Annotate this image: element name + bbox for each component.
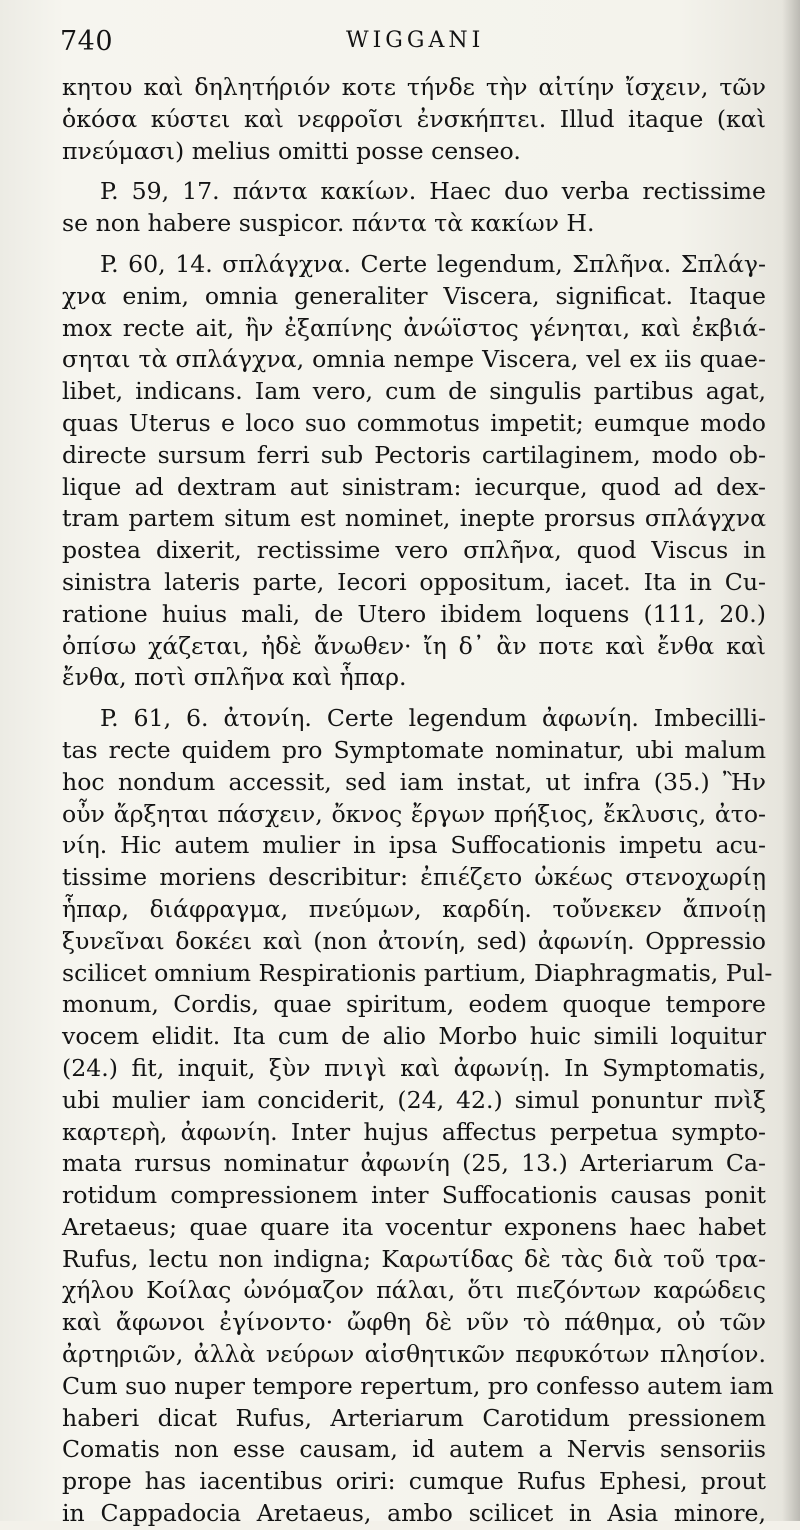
text-line: hoc nondum accessit, sed iam instat, ut infra (35.) Ἢν [62, 767, 766, 796]
text-line: πνεύμασι) melius omitti posse censeo. [62, 136, 521, 165]
text-line: Cum suo nuper tempore repertum, pro confesso autem iam [62, 1371, 774, 1400]
text-line: lique ad dextram aut sinistram: iecurque, quod ad dex- [62, 472, 766, 501]
text-line: οὖν ἄρξηται πάσχειν, ὄκνος ἔργων πρήξιος, ἔκλυσις, ἀτο- [62, 799, 766, 828]
text-line: libet, indicans. Iam vero, cum de singulis partibus agat, [62, 377, 766, 406]
text-line: vocem elidit. Ita cum de alio Morbo huic simili loquitur [62, 1022, 766, 1051]
text-line: ὀπίσω χάζεται, ἠδὲ ἄνωθεν· ἴη δ᾽ ἂν ποτε καὶ ἔνθα καὶ [62, 631, 766, 660]
text-line: prope has iacentibus oriri: cumque Rufus Ephesi, prout [62, 1467, 766, 1496]
text-line: (24.) fit, inquit, ξὺν πνιγὶ καὶ ἀφωνίῃ. In Symptomatis, [62, 1053, 766, 1082]
text-line: ξυνεῖναι δοκέει καὶ (non ἀτονίη, sed) ἀφωνίη. Oppressio [62, 926, 766, 955]
text-line: mata rursus nominatur ἀφωνίη (25, 13.) Arteriarum Ca- [62, 1149, 766, 1178]
text-line: χνα enim, omnia generaliter Viscera, significat. Itaque [62, 281, 766, 310]
page-header [56, 18, 766, 58]
text-line: χήλου Κοίλας ὠνόμαζον πάλαι, ὅτι πιεζόντων καρώδεις [62, 1276, 766, 1305]
text-line: ratione huius mali, de Utero ibidem loquens (111, 20.) [62, 599, 766, 628]
text-line: Rufus, lectu non indigna; Καρωτίδας δὲ τὰς διὰ τοῦ τρα- [62, 1244, 766, 1273]
paragraph-gap [62, 240, 766, 249]
text-line: ἧπαρ, διάφραγμα, πνεύμων, καρδίη. τοὔνεκεν ἄπνοίῃ [62, 894, 766, 923]
text-line: Comatis non esse causam, id autem a Nervis sensoriis [62, 1435, 766, 1464]
paragraph-gap [62, 694, 766, 703]
text-line: P. 61, 6. ἀτονίη. Certe legendum ἀφωνίη. Imbecilli- [100, 704, 766, 733]
text-line: quas Uterus e loco suo commotus impetit; eumque modo [62, 408, 766, 437]
text-line: haberi dicat Rufus, Arteriarum Carotidum pressionem [62, 1403, 766, 1432]
paragraph-gap [62, 167, 766, 176]
text-line: σηται τὰ σπλάγχνα, omnia nempe Viscera, vel ex iis quae- [62, 345, 766, 374]
text-line: se non habere suspicor. πάντα τὰ κακίων H. [62, 209, 595, 238]
text-line: monum, Cordis, quae spiritum, eodem quoque tempore [62, 990, 766, 1019]
text-line: καὶ ἄφωνοι ἐγίνοντο· ὤφθη δὲ νῦν τὸ πάθημα, οὐ τῶν [62, 1308, 766, 1337]
text-line: tissime moriens describitur: ἐπιέζετο ὠκέως στενοχωρίῃ [62, 863, 766, 892]
text-line: νίη. Hic autem mulier in ipsa Suffocationis impetu acu- [62, 831, 766, 860]
text-line: καρτερὴ, ἀφωνίη. Inter hujus affectus perpetua sympto- [62, 1117, 766, 1146]
text-line: postea dixerit, rectissime vero σπλῆνα, quod Viscus in [62, 536, 766, 565]
text-line: tas recte quidem pro Symptomate nominatur, ubi malum [62, 735, 766, 764]
text-line: tram partem situm est nominet, inepte prorsus σπλάγχνα [62, 504, 766, 533]
text-line: ἀρτηριῶν, ἀλλὰ νεύρων αἰσθητικῶν πεφυκότων πλησίον. [62, 1340, 766, 1369]
text-line: ἔνθα, ποτὶ σπλῆνα καὶ ἧπαρ. [62, 663, 407, 692]
page-edge-shadow [782, 0, 800, 1521]
text-line: in Cappadocia Aretaeus, ambo scilicet in Asia minore, [62, 1499, 766, 1528]
text-line: sinistra lateris parte, Iecori oppositum, iacet. Ita in Cu- [62, 567, 766, 596]
text-line: scilicet omnium Respirationis partium, Diaphragmatis, Pul- [62, 958, 773, 987]
text-line: ubi mulier iam conciderit, (24, 42.) simul ponuntur πνὶξ [62, 1085, 766, 1114]
text-line: P. 59, 17. πάντα κακίων. Haec duo verba rectissime [100, 177, 766, 206]
text-body [62, 72, 774, 1530]
text-line: ὁκόσα κύστει καὶ νεφροῖσι ἐνσκήπτει. Illud itaque (καὶ [62, 104, 766, 133]
text-line: P. 60, 14. σπλάγχνα. Certe legendum, Σπλῆνα. Σπλάγ- [100, 249, 766, 278]
text-line: κητου καὶ δηλητήριόν κοτε τήνδε τὴν αἰτίην ἴσχειν, τῶν [62, 73, 766, 101]
text-line: rotidum compressionem inter Suffocationis causas ponit [62, 1181, 766, 1210]
text-line: directe sursum ferri sub Pectoris cartilaginem, modo ob- [62, 440, 766, 469]
page-number: 740 [60, 26, 114, 57]
text-line: mox recte ait, ἢν ἐξαπίνης ἀνώϊστος γένηται, καὶ ἐκβιά- [62, 313, 766, 342]
text-line: Aretaeus; quae quare ita vocentur exponens haec habet [62, 1212, 766, 1241]
running-head: WIGGANI [346, 28, 485, 53]
